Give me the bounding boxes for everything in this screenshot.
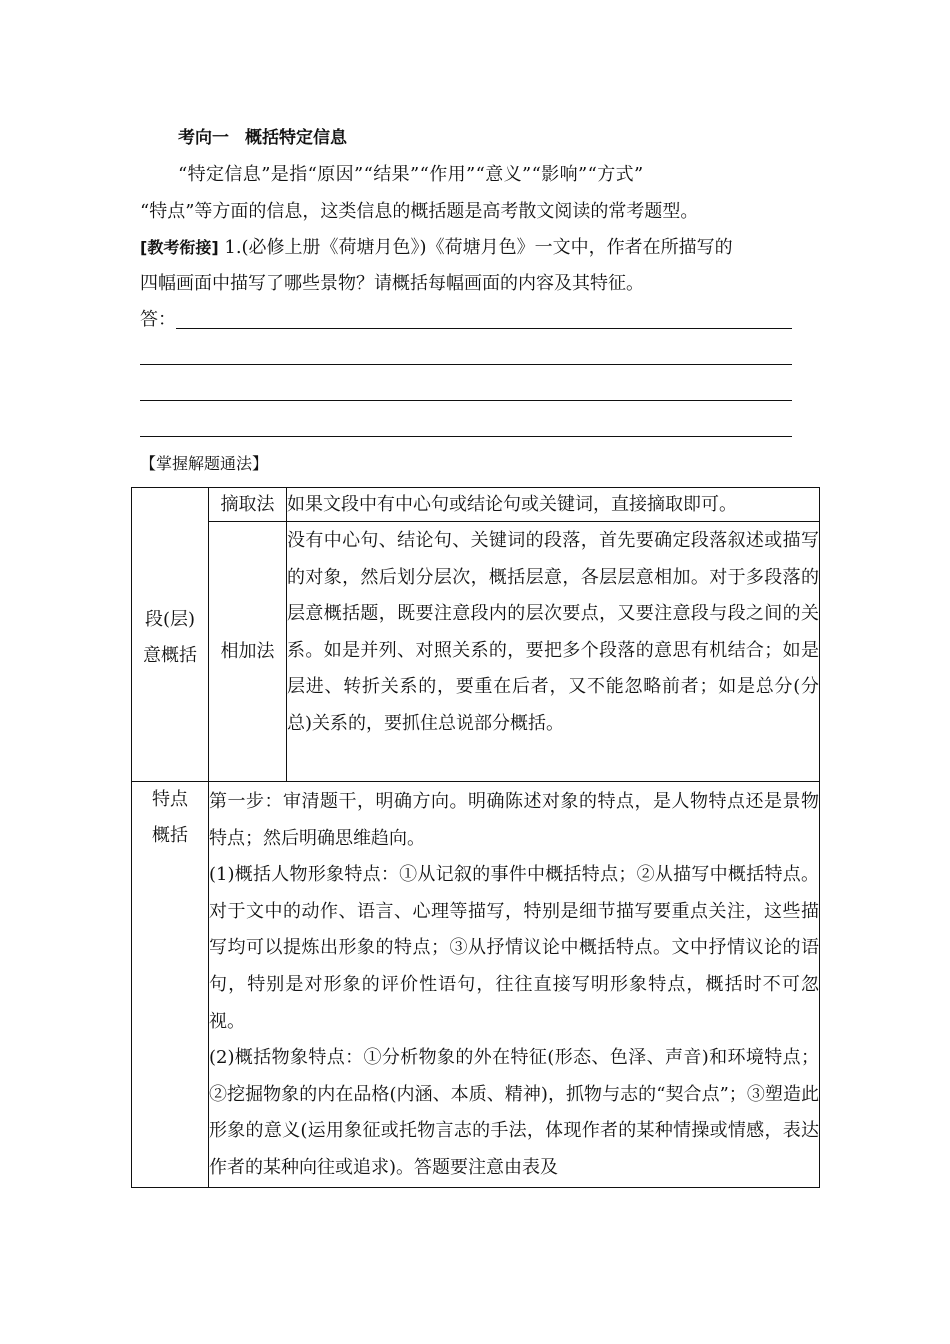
- method-addition: 相加法: [209, 522, 287, 782]
- section-number: 考向一: [178, 128, 229, 148]
- method-extract-text: 如果文段中有中心句或结论句或关键词，直接摘取即可。: [287, 488, 820, 522]
- answer-label: 答：: [140, 309, 176, 330]
- feature-person: (1)概括人物形象特点：①从记叙的事件中概括特点；②从描写中概括特点。对于文中的动作、语言、心理等描写，特别是细节描写要重点关注，这些描写均可以提炼出形象的特点；③从抒情议论中概括特点。文中抒情议论的语句，特别是对形象的评价性语句，往往直接写明形象特点，概括时不可忽视。: [209, 864, 819, 1032]
- question-tag: [教考衔接]: [140, 238, 219, 257]
- methods-table: [131, 487, 820, 1188]
- category-paragraph-summary: 段(层) 意概括: [132, 488, 209, 782]
- method-extract: 摘取法: [209, 488, 287, 522]
- table-row: [132, 488, 820, 522]
- answer-blank-line-4[interactable]: [140, 436, 792, 437]
- intro-line-1: “特定信息”是指“原因”“结果”“作用”“意义”“影响”“方式”: [178, 164, 644, 185]
- intro-line-2: “特点”等方面的信息，这类信息的概括题是高考散文阅读的常考题型。: [140, 201, 699, 222]
- feature-step-1: 第一步：审清题干，明确方向。明确陈述对象的特点，是人物特点还是景物特点；然后明确思维趋向。: [209, 791, 819, 849]
- feature-summary-text: [209, 782, 820, 1188]
- feature-object: (2)概括物象特点：①分析物象的外在特征(形态、色泽、声音)和环境特点；②挖掘物象的内在品格(内涵、本质、精神)，抓物与志的“契合点”；③塑造此形象的意义(运用象征或托物言志的手法，体现作者的某种情操或情感，表达作者的某种向往或追求)。答题要注意由表及: [209, 1047, 819, 1178]
- method-addition-text: 没有中心句、结论句、关键词的段落，首先要确定段落叙述或描写的对象，然后划分层次，概括层意，各层层意相加。对于多段落的层意概括题，既要注意段内的层次要点，又要注意段与段之间的关系。如是并列、对照关系的，要把多个段落的意思有机结合；如是层进、转折关系的，要重在后者，又不能忽略前者；如是总分(分总)关系的，要抓住总说部分概括。: [287, 522, 820, 782]
- question-line-1: [140, 236, 733, 260]
- section-heading: [178, 126, 347, 150]
- category-feature-summary: 特点 概括: [132, 782, 209, 1188]
- question-text-1: 1.(必修上册《荷塘月色》)《荷塘月色》一文中，作者在所描写的: [218, 237, 733, 258]
- answer-blank-line-3[interactable]: [140, 400, 792, 401]
- question-line-2: 四幅画面中描写了哪些景物？请概括每幅画面的内容及其特征。: [140, 273, 644, 294]
- answer-blank-line-1[interactable]: [176, 328, 792, 329]
- methods-label: 【掌握解题通法】: [140, 454, 269, 473]
- answer-blank-line-2[interactable]: [140, 364, 792, 365]
- table-row: [132, 522, 820, 782]
- section-title: 概括特定信息: [245, 128, 347, 148]
- table-row: [132, 782, 820, 1188]
